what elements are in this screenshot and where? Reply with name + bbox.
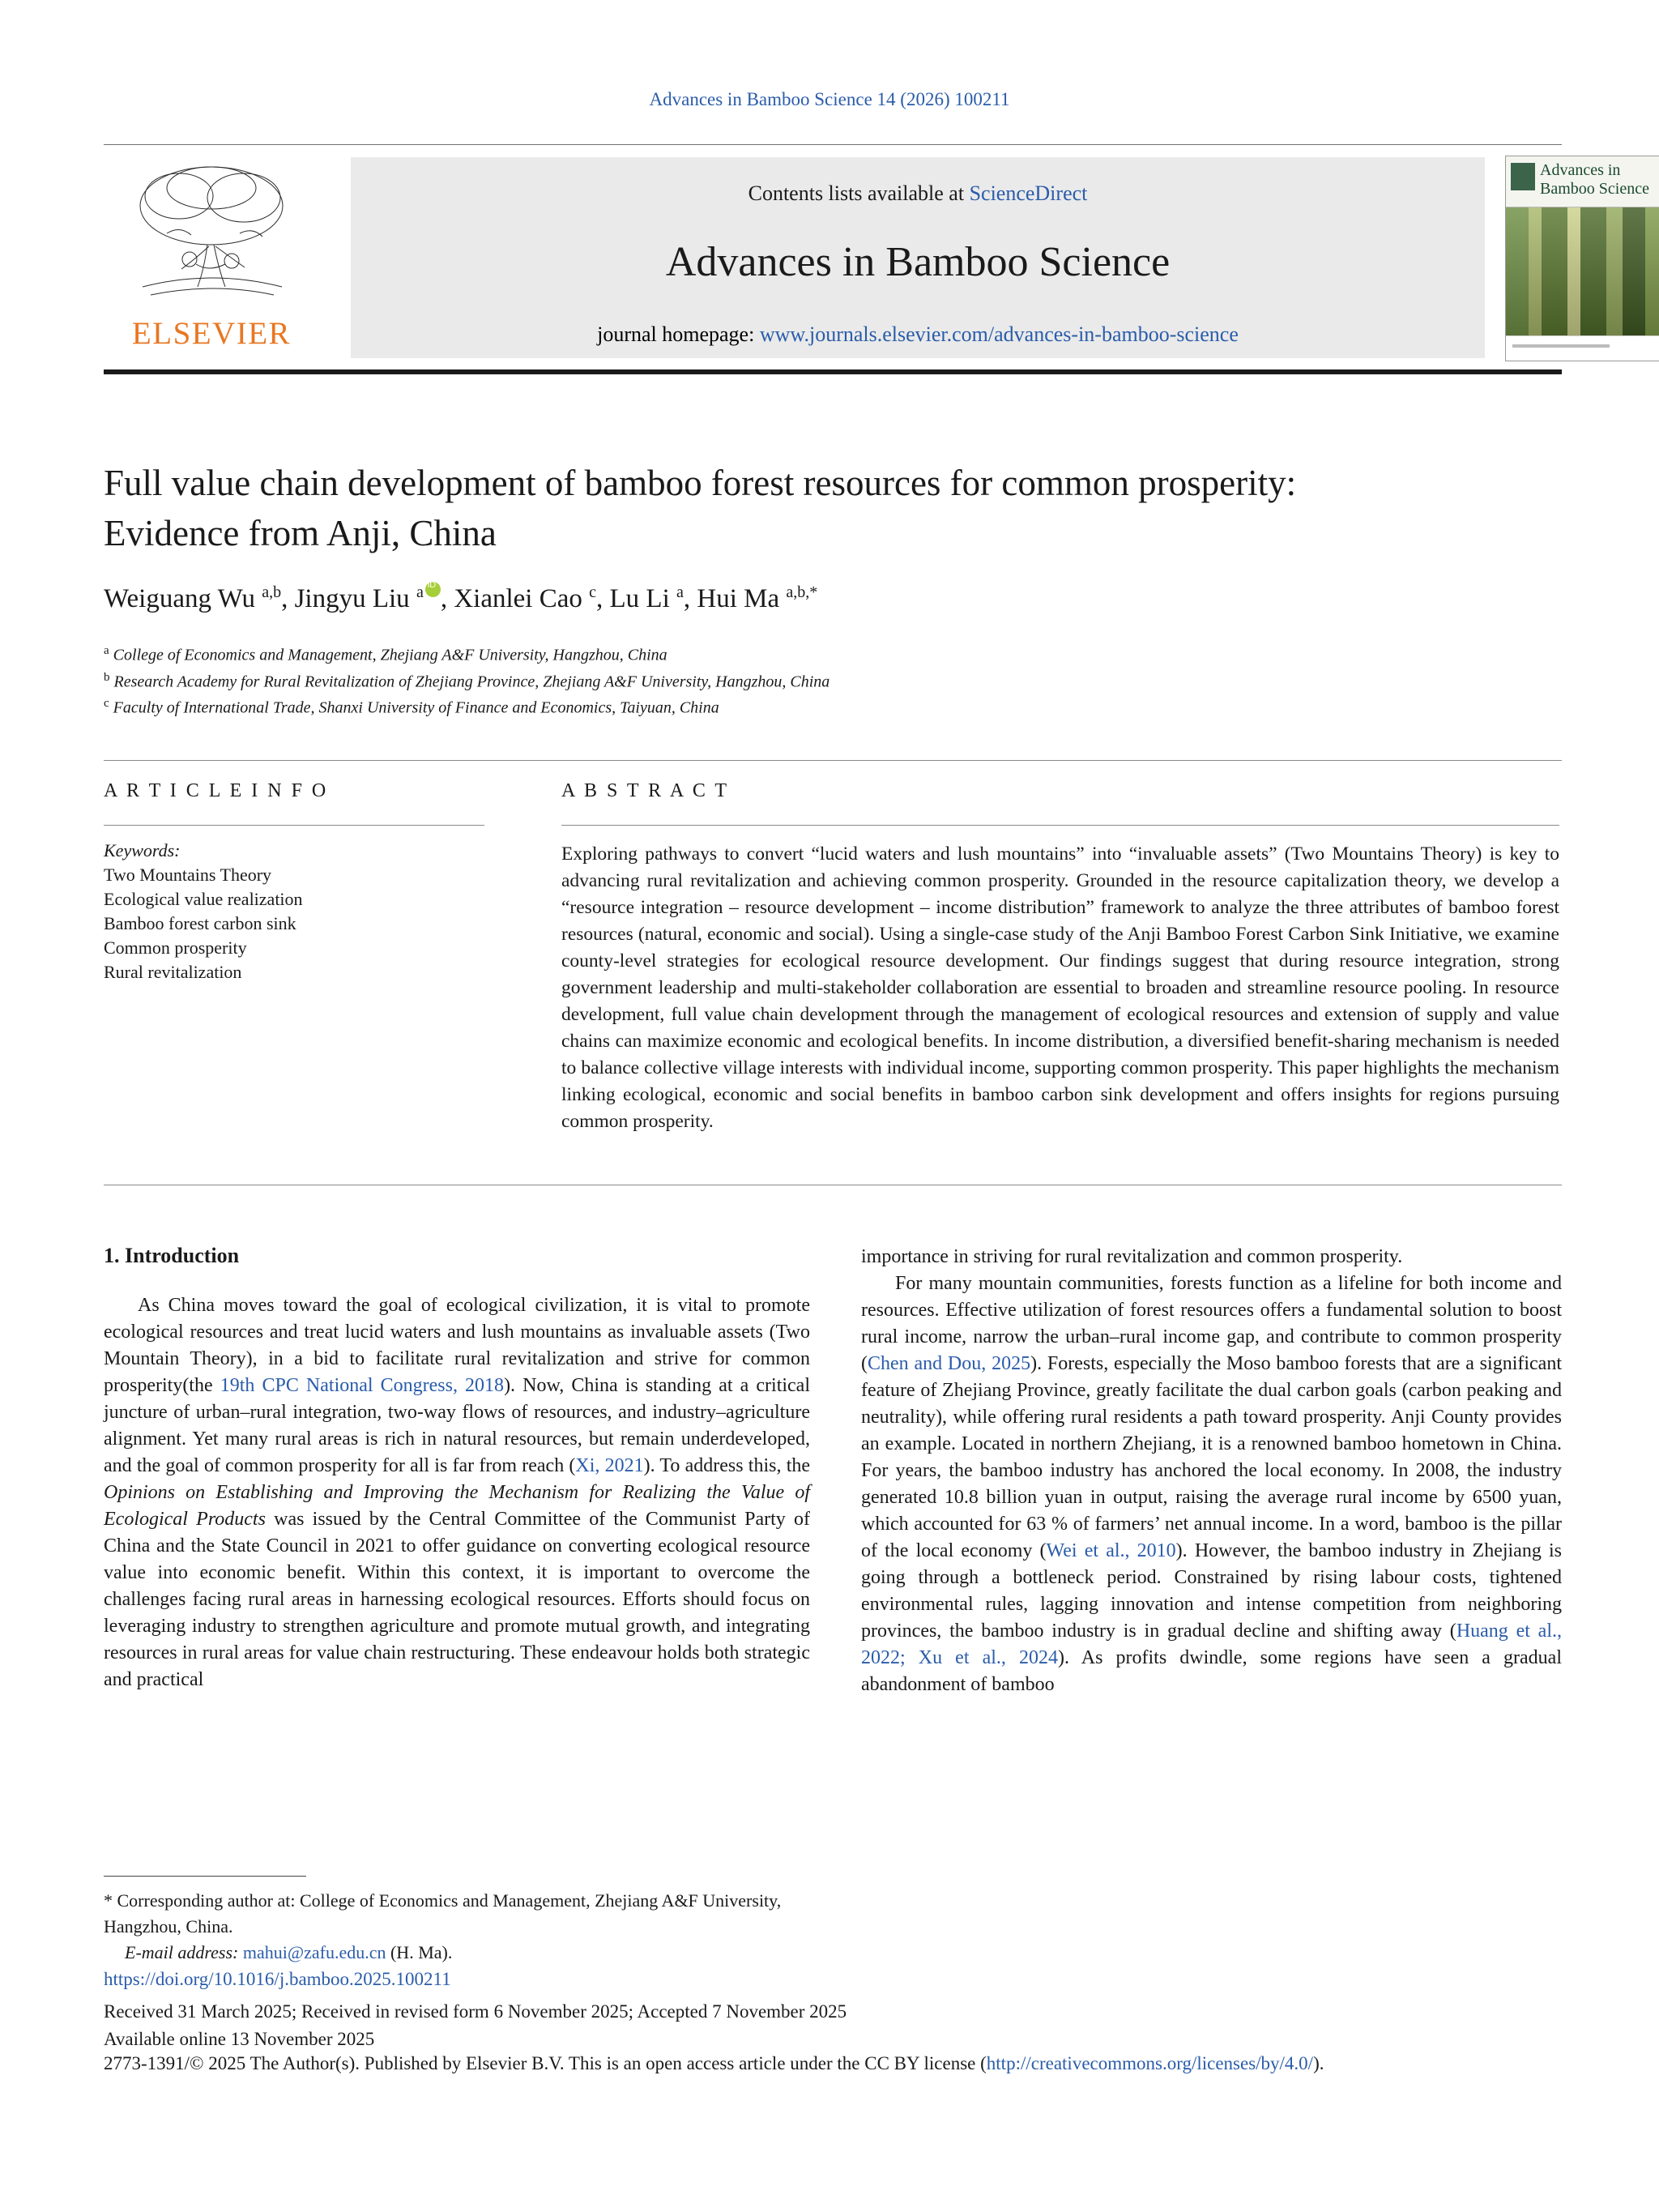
- email-suffix: (H. Ma).: [390, 1942, 453, 1962]
- section-title-introduction: 1. Introduction: [104, 1244, 240, 1267]
- keywords-rule: [104, 825, 484, 826]
- body-column-left: [104, 1244, 810, 1693]
- homepage-line: [351, 322, 1485, 347]
- keyword-item: Two Mountains Theory: [104, 865, 272, 885]
- affiliation: $^a$ College of Economics and Management, Zhejiang A&F University, Hangzhou, China: [104, 644, 667, 664]
- keywords-list: [104, 839, 509, 984]
- masthead-bottom-rule: [104, 369, 1562, 374]
- homepage-prefix: journal homepage:: [597, 322, 760, 346]
- history-received: Received 31 March 2025; Received in revised form 6 November 2025; Accepted 7 November 2025: [104, 2001, 847, 2022]
- elsevier-tree-icon: [118, 156, 305, 310]
- paragraph: As China moves toward the goal of ecological civilization, it is vital to promote ecological resources and treat lucid waters and lush mountains as invaluable assets (Two Mountain Theory), in a bid to facilitate rural revitalization and strive for common prosperity(the 19th CPC National Congress, 2018). Now, China is standing at a critical juncture of urban–rural integration, two-way flows of resources, and industry–agriculture alignment. Yet many rural areas is rich in natural resources, but remain underdeveloped, and the goal of common prosperity for all is far from reach (Xi, 2021). To address this, the Opinions on Establishing and Improving the Mechanism for Realizing the Value of Ecological Products was issued by the Central Committee of the Communist Party of China and the State Council in 2021 to offer guidance on converting ecological resource value into economic benefit. Within this context, it is important to overcome the challenges facing rural areas in harnessing ecological resources. Efforts should focus on leveraging industry to strengthen agriculture and promote mutual growth, and integrating resources in rural areas for value chain restructuring. These endeavour holds both strategic and practical: [104, 1295, 811, 1690]
- info-block-top-rule: [104, 760, 1562, 761]
- abstract-text: Exploring pathways to convert “lucid waters and lush mountains” into “invaluable assets” (Two Mountains Theory) is key to advancing rural revitalization and achieving common prosperity. Grounded in the resource capitalization theory, we develop a “resource integration – resource development – income distribution” framework to analyze the three attributes of bamboo forest resources (natural, economic and social). Using a single-case study of the Anji Bamboo Forest Carbon Sink Initiative, we examine county-level strategies for ecological resource development. Our findings suggest that during resource integration, strong government leadership and multi-stakeholder collaboration are essential to broaden and streamline resource pooling. In resource development, full value chain development through the management of ecological resources and extension of supply and value chains can maximize economic and ecological benefits. In income distribution, a diversified benefit-sharing mechanism is needed to balance collective village interests with individual income, supporting common prosperity. This paper highlights the mechanism linking ecological, economic and social benefits in bamboo carbon sink development and offers insights for regions pursuing common prosperity.: [561, 843, 1559, 1132]
- article-info-heading: A R T I C L E I N F O: [104, 780, 329, 801]
- license-prefix: 2773-1391/© 2025 The Author(s). Published by Elsevier B.V. This is an open access article under the CC BY license (: [104, 2053, 987, 2073]
- abstract-rule: [561, 825, 1559, 826]
- journal-homepage-link[interactable]: www.journals.elsevier.com/advances-in-bamboo-science: [759, 322, 1239, 346]
- history-available: Available online 13 November 2025: [104, 2029, 375, 2049]
- paragraph: For many mountain communities, forests function as a lifeline for both income and resources. Effective utilization of forest resources offers a fundamental solution to boost rural income, narrow the urban–rural income gap, and contribute to common prosperity (Chen and Dou, 2025). Forests, especially the Moso bamboo forests that are a significant feature of Zhejiang Province, greatly facilitate the dual carbon goals (carbon peaking and neutrality), while offering rural residents a path toward prosperity. Anji County provides an example. Located in northern Zhejiang, it is a renowned bamboo hometown in China. For years, the bamboo industry has anchored the local economy. In 2008, the industry generated 10.8 billion yuan in output, raising the average rural income by 6500 yuan, which accounted for 63 % of farmers’ net annual income. In a word, bamboo is the pillar of the local economy (Wei et al., 2010). However, the bamboo industry in Zhejiang is going through a bottleneck period. Constrained by rising labour costs, tightened environmental rules, lagging innovation and intense competition from neighboring provinces, the bamboo industry is in gradual decline and shifting away (Huang et al., 2022; Xu et al., 2024). As profits dwindle, some regions have seen a gradual abandonment of bamboo: [861, 1273, 1563, 1695]
- corresponding-text: * Corresponding author at: College of Economics and Management, Zhejiang A&F University, Hangzhou, China.: [104, 1890, 782, 1937]
- doi-link[interactable]: https://doi.org/10.1016/j.bamboo.2025.100211: [104, 1969, 451, 1989]
- affiliation-list: [104, 640, 1481, 720]
- elsevier-wordmark: ELSEVIER: [131, 316, 292, 351]
- affiliation: $^c$ Faculty of International Trade, Shanxi University of Finance and Economics, Taiyuan, China: [104, 697, 719, 717]
- cover-emblem-icon: [1511, 163, 1535, 190]
- footnote-rule: [104, 1876, 306, 1877]
- sciencedirect-link[interactable]: ScienceDirect: [969, 181, 1088, 205]
- license-line: [104, 2053, 1578, 2074]
- license-suffix: ).: [1313, 2053, 1324, 2073]
- author-list: Weiguang Wu $^{a,b}$, Jingyu Liu $^a$ iD , Xianlei Cao $^c$, Lu Li $^a$, Hui Ma $^{a,b,*}$: [104, 582, 1481, 614]
- license-link[interactable]: http://creativecommons.org/licenses/by/4.0/: [986, 2053, 1314, 2073]
- affiliation: $^b$ Research Academy for Rural Revitalization of Zhejiang Province, Zhejiang A&F University, Hangzhou, China: [104, 670, 830, 691]
- cover-footer-bar: [1512, 344, 1610, 348]
- paragraph: importance in striving for rural revitalization and common prosperity.: [861, 1246, 1403, 1267]
- doi-line: [104, 1969, 1562, 1990]
- keyword-item: Ecological value realization: [104, 889, 303, 909]
- masthead-top-rule: [104, 144, 1562, 145]
- keywords-label: Keywords:: [104, 840, 181, 860]
- contents-prefix: Contents lists available at: [748, 181, 970, 205]
- corresponding-author-note: [104, 1888, 833, 1966]
- running-head: Advances in Bamboo Science 14 (2026) 100211: [649, 89, 1010, 109]
- journal-banner: [351, 157, 1485, 358]
- cover-photo: [1506, 207, 1659, 335]
- contents-line: [351, 157, 1485, 206]
- journal-cover-thumbnail: [1505, 156, 1659, 361]
- cover-title: Advances in Bamboo Science: [1540, 161, 1649, 198]
- history-lines: [104, 1998, 1562, 2053]
- keyword-item: Common prosperity: [104, 937, 247, 958]
- keyword-item: Bamboo forest carbon sink: [104, 913, 296, 933]
- email-link[interactable]: mahui@zafu.edu.cn: [242, 1942, 386, 1962]
- email-label: E-mail address:: [125, 1942, 239, 1962]
- cover-header: [1506, 156, 1659, 207]
- body-column-right: [861, 1244, 1562, 1698]
- journal-masthead: [104, 144, 1649, 371]
- page-title: Full value chain development of bamboo forest resources for common prosperity: Evidence from Anji, China: [104, 463, 1297, 553]
- cover-footer: [1506, 335, 1659, 361]
- elsevier-logo: [110, 156, 313, 358]
- keyword-item: Rural revitalization: [104, 962, 242, 982]
- journal-title: Advances in Bamboo Science: [665, 239, 1171, 285]
- abstract-heading: A B S T R A C T: [561, 780, 730, 801]
